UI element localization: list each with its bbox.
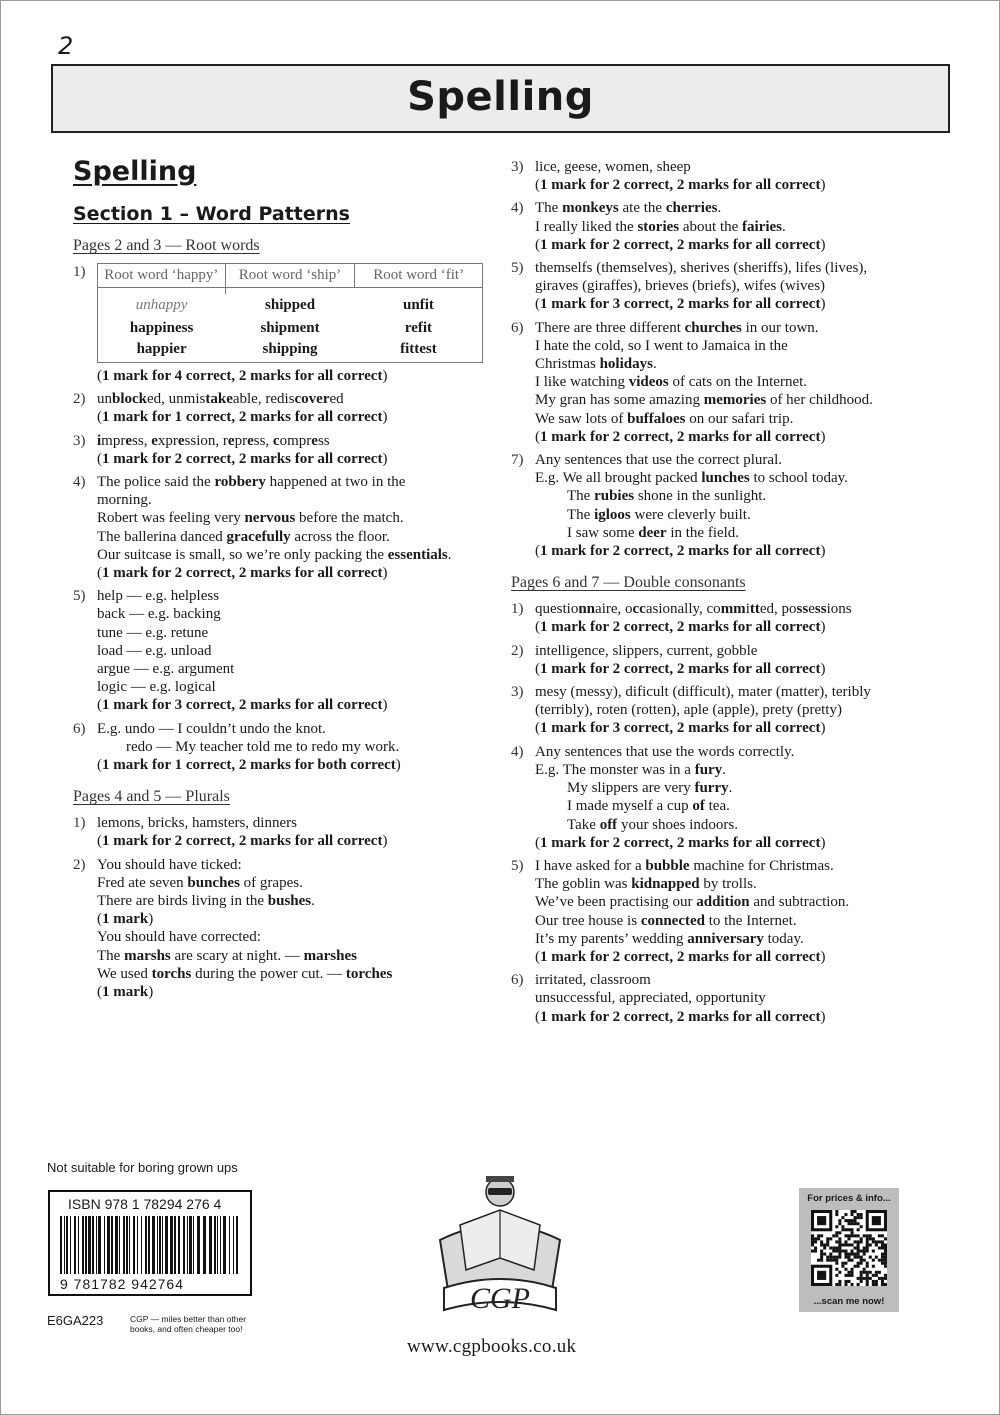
right-column	[511, 158, 951, 1031]
marks-line: (1 mark for 2 correct, 2 marks for all correct)	[535, 1008, 826, 1025]
answer-6: 6) There are three different churches in our town. I hate the cold, so I went to Jamaica in the Christmas holidays. I like watching videos of cats on the Internet. My gran has some amazing memories of her childhood. We saw lots of buffaloes on our safari trip. (1 mark for 2 correct, 2 marks for all correct)	[511, 319, 951, 446]
barcode	[48, 1190, 252, 1296]
isbn-digits: 9 781782 942764	[60, 1276, 184, 1292]
marks-line: (1 mark for 2 correct, 2 marks for all correct)	[97, 450, 388, 467]
answer-1: 1) Root word ‘happy’ Root word ‘ship’ Root word ‘fit’ unhappy shipped unfit happiness shipment refit happier shipping fittest (1 mark for 4 correct, 2 marks for all correct)	[73, 263, 483, 385]
pages-4-5-title: Pages 4 and 5 — Plurals	[73, 788, 230, 806]
qr-panel	[799, 1188, 899, 1312]
table-row: happier shipping fittest	[98, 340, 483, 363]
root-words-table	[97, 263, 483, 363]
logo-text: CGP	[470, 1282, 530, 1315]
answer-7: 7) Any sentences that use the correct plural. E.g. We all brought packed lunches to school today. The rubies shone in the sunlight. The igloos were cleverly built. I saw some deer in the field. (1 mark for 2 correct, 2 marks for all correct)	[511, 451, 951, 560]
table-header: Root word ‘happy’	[98, 264, 226, 288]
marks-line: (1 mark for 2 correct, 2 marks for all correct)	[535, 236, 826, 253]
answer-6: 6) irritated, classroom unsuccessful, appreciated, opportunity (1 mark for 2 correct, 2 marks for all correct)	[511, 971, 951, 1026]
answer-1: 1) questionnaire, occasionally, committed, possessions (1 mark for 2 correct, 2 marks for all correct)	[511, 600, 951, 636]
answer-3: 3) lice, geese, women, sheep (1 mark for 2 correct, 2 marks for all correct)	[511, 158, 951, 194]
section-title: Spelling	[73, 156, 197, 187]
website-url: www.cgpbooks.co.uk	[407, 1336, 577, 1357]
answer-4: 4) The police said the robbery happened at two in the morning. Robert was feeling very nervous before the match. The ballerina danced gracefully across the floor. Our suitcase is small, so we’re only packing the essentials. (1 mark for 2 correct, 2 marks for all correct)	[73, 473, 483, 582]
product-code: E6GA223	[47, 1313, 104, 1328]
answer-4: 4) The monkeys ate the cherries. I really liked the stories about the fairies. (1 mark for 2 correct, 2 marks for all correct)	[511, 199, 951, 254]
qr-code[interactable]	[811, 1210, 887, 1286]
marks-line: (1 mark)	[97, 911, 154, 928]
pages-6-7-title: Pages 6 and 7 — Double consonants	[511, 574, 746, 592]
marks-line: (1 mark for 2 correct, 2 marks for all correct)	[535, 177, 826, 194]
qr-caption-bottom: ...scan me now!	[813, 1296, 885, 1307]
answer-5: 5) themselfs (themselves), sherives (sheriffs), lifes (lives), giraves (giraffes), brieves (briefs), wifes (wives) (1 mark for 3 correct, 2 marks for all correct)	[511, 259, 951, 314]
marks-line: (1 mark)	[97, 984, 154, 1001]
marks-line: (1 mark for 4 correct, 2 marks for all correct)	[97, 368, 388, 384]
page-number: 2	[58, 32, 74, 60]
answer-6: 6) E.g. undo — I couldn’t undo the knot. redo — My teacher told me to redo my work. (1 mark for 1 correct, 2 marks for both correct)	[73, 720, 483, 775]
marks-line: (1 mark for 2 correct, 2 marks for all correct)	[535, 428, 826, 445]
answer-3: 3) impress, expression, repress, compress (1 mark for 2 correct, 2 marks for all correct)	[73, 432, 483, 468]
barcode-bars	[58, 1216, 244, 1274]
title-banner	[51, 64, 950, 133]
banner-title: Spelling	[407, 74, 594, 120]
answer-4: 4) Any sentences that use the words correctly. E.g. The monster was in a fury. My slippers are very furry. I made myself a cup of tea. Take off your shoes indoors. (1 mark for 2 correct, 2 marks for all correct)	[511, 743, 951, 852]
table-header: Root word ‘fit’	[355, 264, 483, 288]
marks-line: (1 mark for 3 correct, 2 marks for all correct)	[97, 697, 388, 714]
marks-line: (1 mark for 2 correct, 2 marks for all correct)	[535, 619, 826, 636]
left-column	[73, 155, 483, 1006]
marks-line: (1 mark for 1 correct, 2 marks for all correct)	[97, 409, 388, 426]
pages-2-3-title: Pages 2 and 3 — Root words	[73, 237, 260, 254]
marks-line: (1 mark for 3 correct, 2 marks for all correct)	[535, 296, 826, 313]
marks-line: (1 mark for 2 correct, 2 marks for all correct)	[97, 833, 388, 850]
qr-caption-top: For prices & info...	[807, 1193, 891, 1204]
answer-2: 2) You should have ticked: Fred ate seven bunches of grapes. There are birds living in the bushes. (1 mark) You should have corrected: The marshs are scary at night. — marshes We used torchs during the power cut. — torches (1 mark)	[73, 856, 483, 1002]
answer-1: 1) lemons, bricks, hamsters, dinners (1 mark for 2 correct, 2 marks for all correct)	[73, 814, 483, 850]
marks-line: (1 mark for 2 correct, 2 marks for all correct)	[535, 834, 826, 851]
table-row: unhappy shipped unfit	[98, 294, 483, 317]
marks-line: (1 mark for 3 correct, 2 marks for all correct)	[535, 720, 826, 737]
isbn-text: ISBN 978 1 78294 276 4	[68, 1196, 222, 1212]
table-row: happiness shipment refit	[98, 317, 483, 340]
footer-note: Not suitable for boring grown ups	[47, 1160, 238, 1175]
answer-5: 5) help — e.g. helpless back — e.g. backing tune — e.g. retune load — e.g. unload argue — e.g. argument logic — e.g. logical (1 mark for 3 correct, 2 marks for all correct)	[73, 587, 483, 714]
marks-line: (1 mark for 2 correct, 2 marks for all correct)	[535, 948, 826, 965]
section-subtitle: Section 1 – Word Patterns	[73, 203, 350, 225]
marks-line: (1 mark for 1 correct, 2 marks for both correct)	[97, 757, 401, 774]
cgp-logo	[430, 1170, 570, 1320]
marks-line: (1 mark for 2 correct, 2 marks for all correct)	[535, 660, 826, 677]
answer-3: 3) mesy (messy), dificult (difficult), mater (matter), teribly (terribly), roten (rotten), aple (apple), prety (pretty) (1 mark for 3 correct, 2 marks for all correct)	[511, 683, 951, 738]
answer-2: 2) unblocked, unmistakeable, rediscovered (1 mark for 1 correct, 2 marks for all correct)	[73, 390, 483, 426]
answer-5: 5) I have asked for a bubble machine for Christmas. The goblin was kidnapped by trolls. We’ve been practising our addition and subtraction. Our tree house is connected to the Internet. It’s my parents’ wedding anniversary today. (1 mark for 2 correct, 2 marks for all correct)	[511, 857, 951, 966]
publisher-slogan: CGP — miles better than other books, and often cheaper too!	[130, 1314, 247, 1334]
table-header: Root word ‘ship’	[225, 264, 355, 288]
answer-2: 2) intelligence, slippers, current, gobble (1 mark for 2 correct, 2 marks for all correct)	[511, 642, 951, 678]
marks-line: (1 mark for 2 correct, 2 marks for all correct)	[535, 543, 826, 560]
marks-line: (1 mark for 2 correct, 2 marks for all correct)	[97, 565, 388, 582]
